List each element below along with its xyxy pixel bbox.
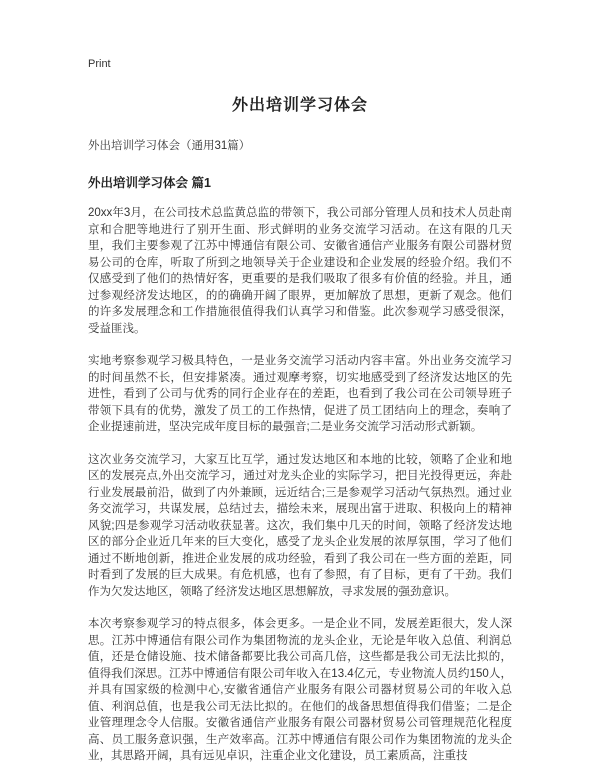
print-link[interactable]: Print [88, 58, 111, 70]
paragraph-1: 20xx年3月，在公司技术总监黄总监的带领下，我公司部分管理人员和技术人员赴南京和合肥等地进行了别开生面、形式鲜明的业务交流学习活动。在这有限的几天里，我们主要参观了江苏中博通信有限公司、安徽省通信产业服务有限公司器材贸易公司的仓库，听取了所到之地领导关于企业建设和企业发展的经验介绍。我们不仅感受到了他们的热情好客，更重要的是我们吸取了很多有价值的经验。并且，通过参观经济发达地区，的的确确开阔了眼界，更加解放了思想，更新了观念。他们的许多发展理念和工作措施很值得我们认真学习和借鉴。此次参观学习感受很深，受益匪浅。 [88, 207, 512, 335]
page-title: 外出培训学习体会 [231, 97, 368, 114]
section-heading: 外出培训学习体会 篇1 [88, 176, 211, 190]
paragraph-2: 实地考察参观学习极具特色，一是业务交流学习活动内容丰富。外出业务交流学习的时间虽然不长，但安排紧凑。通过观摩考察，切实地感受到了经济发达地区的先进性，看到了公司与优秀的同行企业存在的差距，也看到了我公司在公司领导班子带领下具有的优势，激发了员工的工作热情，促进了员工团结向上的理念，奏响了企业提速前进，坚决完成年度目标的最强音;二是业务交流学习活动形式新颖。 [88, 355, 512, 433]
document-subtitle: 外出培训学习体会（通用31篇） [88, 140, 251, 152]
paragraph-4: 本次考察参观学习的特点很多，体会更多。一是企业不同，发展差距很大，发人深思。江苏中博通信有限公司作为集团物流的龙头企业，无论是年收入总值、利润总值，还是仓储设施、技术储备都要比我公司高几倍，这些都是我公司无法比拟的，值得我们深思。江苏中博通信有限公司年收入在13.4亿元，专业物流人员约150人，并具有国家级的检测中心,安徽省通信产业服务有限公司器材贸易公司的年收入总值、利润总值，也是我公司无法比拟的。在他们的战备思想值得我们借鉴；二是企业管理理念令人信服。安徽省通信产业服务有限公司器材贸易公司管理规范化程度高、员工服务意识强，生产效率高。江苏中博通信有限公司作为集团物流的龙头企业，其思路开阔，具有远见卓识，注重企业文化建设，员工素质高，注重技 [88, 618, 512, 762]
paragraph-3: 这次业务交流学习，大家互比互学，通过发达地区和本地的比较，领略了企业和地区的发展亮点,外出交流学习，通过对龙头企业的实际学习，把目光投得更远，奔赴行业发展最前沿，做到了内外兼顾，远近结合;三是参观学习活动气氛热烈。通过业务交流学习，共谋发展，总结过去，描绘未来，展现出富于进取、积极向上的精神风貌;四是参观学习活动收获显著。这次，我们集中几天的时间，领略了经济发达地区的部分企业近几年来的巨大变化，感受了龙头企业发展的浓厚氛围，学习了他们通过不断地创新，推进企业发展的成功经验，看到了我公司在一些方面的差距，同时看到了发展的巨大成果。有危机感，也有了参照，有了目标，更有了干劲。我们作为欠发达地区，领略了经济发达地区思想解放，寻求发展的强劲意识。 [88, 453, 512, 598]
